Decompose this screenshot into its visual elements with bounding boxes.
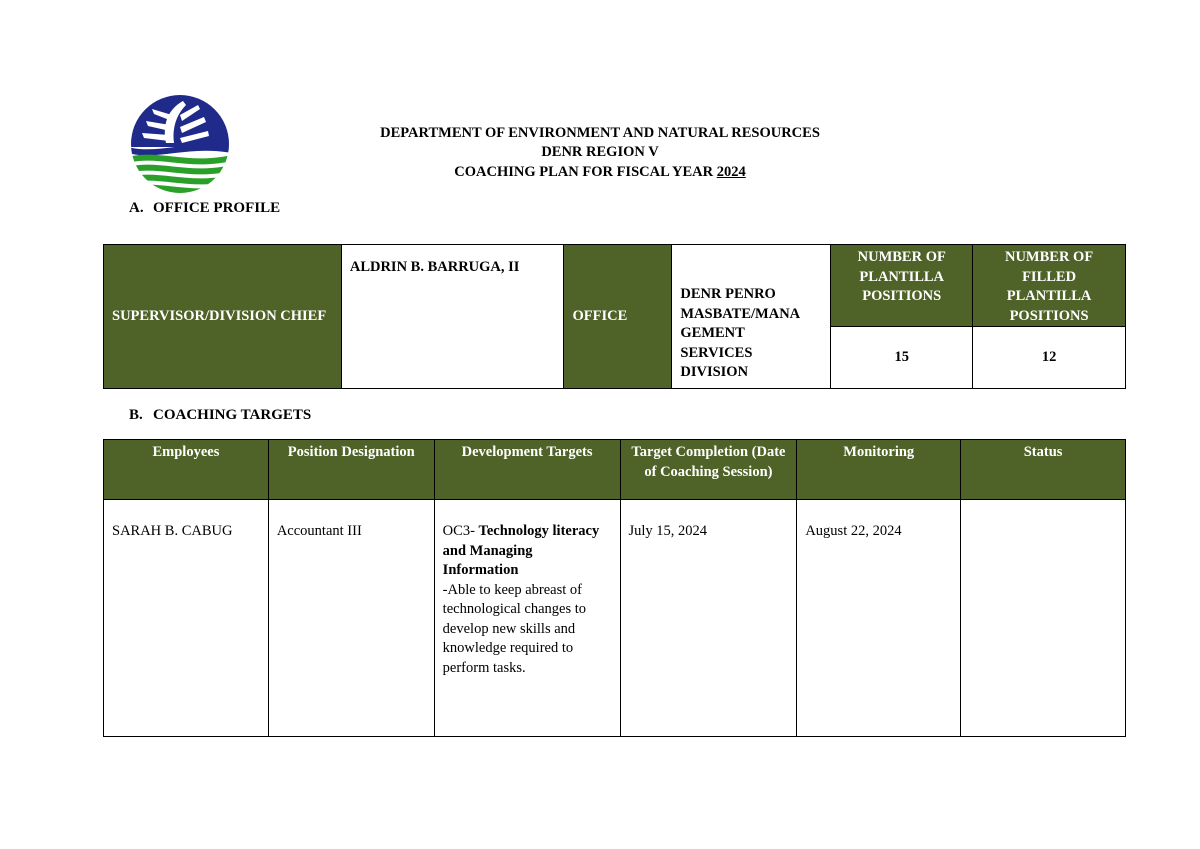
column-header-status: Status — [961, 440, 1126, 500]
filled-positions-label: NUMBER OF FILLED PLANTILLA POSITIONS — [973, 245, 1126, 327]
column-header-development-targets: Development Targets — [434, 440, 620, 500]
office-label-cell: OFFICE — [564, 245, 672, 389]
column-header-target-completion: Target Completion (Date of Coaching Session) — [620, 440, 797, 500]
filled-positions-value: 12 — [973, 327, 1126, 389]
header-year: 2024 — [716, 164, 746, 180]
table-row — [104, 500, 1126, 737]
cell-monitoring: August 22, 2024 — [797, 500, 961, 737]
cell-development-targets: OC3- Technology literacy and Managing Information -Able to keep abreast of technological changes to develop new skills and knowledge required to perform tasks. — [434, 500, 620, 737]
cell-employee: SARAH B. CABUG — [104, 500, 269, 737]
header-plan-title: COACHING PLAN FOR FISCAL YEAR 2024 — [454, 164, 746, 180]
section-b-heading: B. COACHING TARGETS — [129, 407, 312, 423]
supervisor-name-cell: ALDRIN B. BARRUGA, II — [341, 245, 564, 389]
plantilla-positions-label: NUMBER OF PLANTILLA POSITIONS — [831, 245, 973, 327]
header-department: DEPARTMENT OF ENVIRONMENT AND NATURAL RESOURCES — [380, 125, 820, 141]
column-header-employees: Employees — [104, 440, 269, 500]
column-header-monitoring: Monitoring — [797, 440, 961, 500]
coaching-targets-table — [103, 439, 1126, 737]
office-profile-table — [103, 244, 1126, 389]
supervisor-label-cell: SUPERVISOR/DIVISION CHIEF — [104, 245, 342, 389]
cell-target-completion: July 15, 2024 — [620, 500, 797, 737]
office-value-cell: DENR PENRO MASBATE/MANA GEMENT SERVICES DIVISION — [672, 245, 831, 389]
cell-position: Accountant III — [268, 500, 434, 737]
column-header-position: Position Designation — [268, 440, 434, 500]
header-region: DENR REGION V — [541, 144, 659, 160]
cell-status — [961, 500, 1126, 737]
plantilla-positions-value: 15 — [831, 327, 973, 389]
section-a-heading: A. OFFICE PROFILE — [129, 200, 281, 216]
